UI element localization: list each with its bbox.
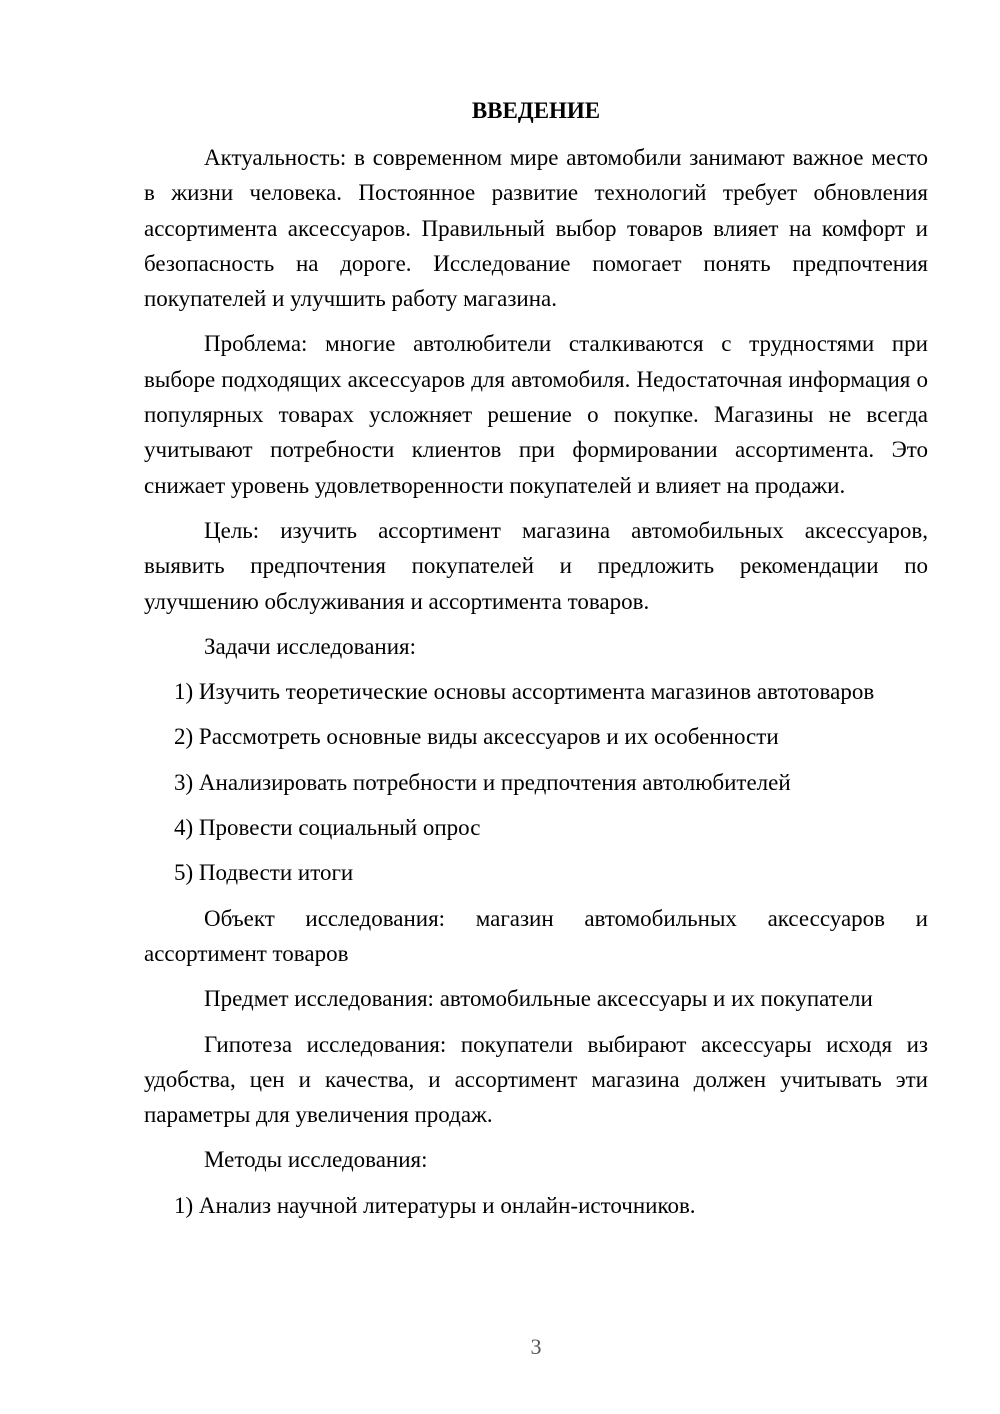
document-page [144,94,928,1233]
subject-paragraph: Предмет исследования: автомобильные аксессуары и их покупатели [204,986,873,1012]
goal-paragraph: Цель: изучить ассортимент магазина автомобильных аксессуаров, выявить предпочтения покупателей и предложить рекомендации по улучшению обслуживания и ассортимента товаров. [144,517,928,614]
page-title: ВВЕДЕНИЕ [471,98,601,123]
task-item-5: 5) Подвести итоги [174,860,354,886]
problem-paragraph: Проблема: многие автолюбители сталкиваются с трудностями при выборе подходящих аксессуаров для автомобиля. Недостаточная информация о популярных товарах усложняет решение о покупке. Магазины не всегда учитывают потребности клиентов при формировании ассортимента. Это снижает уровень удовлетворенности покупателей и влияет на продажи. [144,331,928,498]
methods-heading: Методы исследования: [204,1147,428,1173]
hypothesis-paragraph: Гипотеза исследования: покупатели выбирают аксессуары исходя из удобства, цен и качества, и ассортимент магазина должен учитывать эти параметры для увеличения продаж. [144,1031,928,1128]
task-item-3: 3) Анализировать потребности и предпочтения автолюбителей [174,769,791,795]
tasks-heading: Задачи исследования: [204,633,417,659]
page-number: 3 [530,1334,542,1359]
relevance-paragraph: Актуальность: в современном мире автомобили занимают важное место в жизни человека. Постоянное развитие технологий требует обновления ассортимента аксессуаров. Правильный выбор товаров влияет на комфорт и безопасность на дороге. Исследование помогает понять предпочтения покупателей и улучшить работу магазина. [144,145,928,312]
object-paragraph: Объект исследования: магазин автомобильных аксессуаров и ассортимент товаров [144,905,928,966]
method-item-1: 1) Анализ научной литературы и онлайн-источников. [174,1192,696,1218]
task-item-4: 4) Провести социальный опрос [174,815,481,841]
task-item-2: 2) Рассмотреть основные виды аксессуаров и их особенности [174,724,779,750]
task-item-1: 1) Изучить теоретические основы ассортимента магазинов автотоваров [174,679,875,705]
